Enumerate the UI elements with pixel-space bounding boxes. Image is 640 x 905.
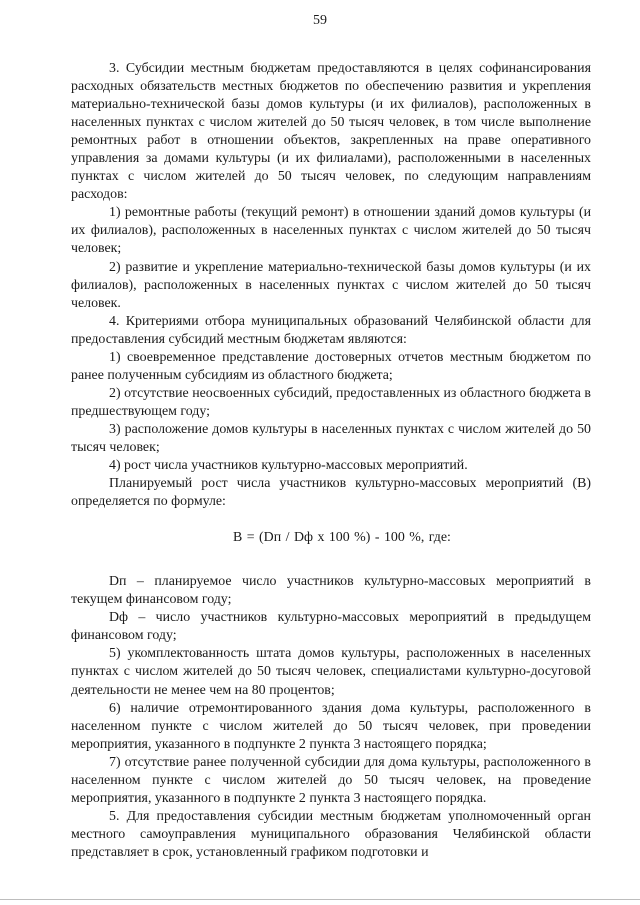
paragraph-4-item-5: 5) укомплектованность штата домов культуры, расположенных в населенных пунктах с числом жителей до 50 тысяч человек, специалистами культурно-досуговой деятельности не менее чем на 80 процентов; [71, 646, 591, 698]
paragraph-formula-intro: Планируемый рост числа участников культурно-массовых мероприятий (В) определяется по формуле: [71, 476, 591, 510]
paragraph-3-item-1: 1) ремонтные работы (текущий ремонт) в отношении зданий домов культуры (и их филиалов), расположенных в населенных пунктах с числом жителей до 50 тысяч человек; [71, 205, 591, 257]
paragraph-4-criteria: 4. Критериями отбора муниципальных образований Челябинской области для предоставления субсидий местным бюджетам являются: [71, 313, 591, 347]
page-number: 59 [313, 13, 327, 28]
paragraph-3-item-2: 2) развитие и укрепление материально-технической базы домов культуры (и их филиалов), расположенных в населенных пунктах с числом жителей до 50 тысяч человек. [71, 259, 591, 311]
document-body [71, 60, 591, 862]
paragraph-4-item-1: 1) своевременное представление достоверных отчетов местным бюджетом по ранее полученным субсидиям из областного бюджета; [71, 349, 591, 383]
paragraph-4-item-7: 7) отсутствие ранее полученной субсидии для дома культуры, расположенного в населенном пункте с числом жителей до 50 тысяч человек, на проведение мероприятия, указанного в подпункте 2 пункта 3 настоящего порядка. [71, 754, 591, 806]
paragraph-5-submission: 5. Для предоставления субсидии местным бюджетам уполномоченный орган местного самоуправления муниципального образования Челябинской области представляет в срок, установленный графиком подготовки и [71, 808, 591, 860]
bottom-edge-line [0, 899, 640, 900]
paragraph-3-subsidies: 3. Субсидии местным бюджетам предоставляются в целях софинансирования расходных обязательств местных бюджетов по обеспечению развития и укрепления материально-технической базы домов культуры (и их филиалов), расположенных в населенных пунктах с числом жителей до 50 тысяч человек, в том числе выполнение ремонтных работ в отношении объектов, закрепленных на праве оперативного управления за домами культуры (и их филиалами), расположенными в населенных пунктах с числом жителей до 50 тысяч человек, по следующим направлениям расходов: [71, 61, 591, 203]
definition-df: Dф – число участников культурно-массовых мероприятий в предыдущем финансовом году; [71, 610, 591, 644]
growth-formula: В = (Dп / Dф х 100 %) - 100 %, где: [233, 530, 451, 546]
paragraph-4-item-4: 4) рост числа участников культурно-массовых мероприятий. [109, 458, 468, 474]
paragraph-4-item-2: 2) отсутствие неосвоенных субсидий, предоставленных из областного бюджета в предшествующем году; [71, 385, 591, 419]
definition-dp: Dп – планируемое число участников культурно-массовых мероприятий в текущем финансовом году; [71, 574, 591, 608]
paragraph-4-item-3: 3) расположение домов культуры в населенных пунктах с числом жителей до 50 тысяч человек; [71, 421, 591, 455]
paragraph-4-item-6: 6) наличие отремонтированного здания дома культуры, расположенного в населенном пункте с числом жителей до 50 тысяч человек, при проведении мероприятия, указанного в подпункте 2 пункта 3 настоящего порядка; [71, 700, 591, 752]
